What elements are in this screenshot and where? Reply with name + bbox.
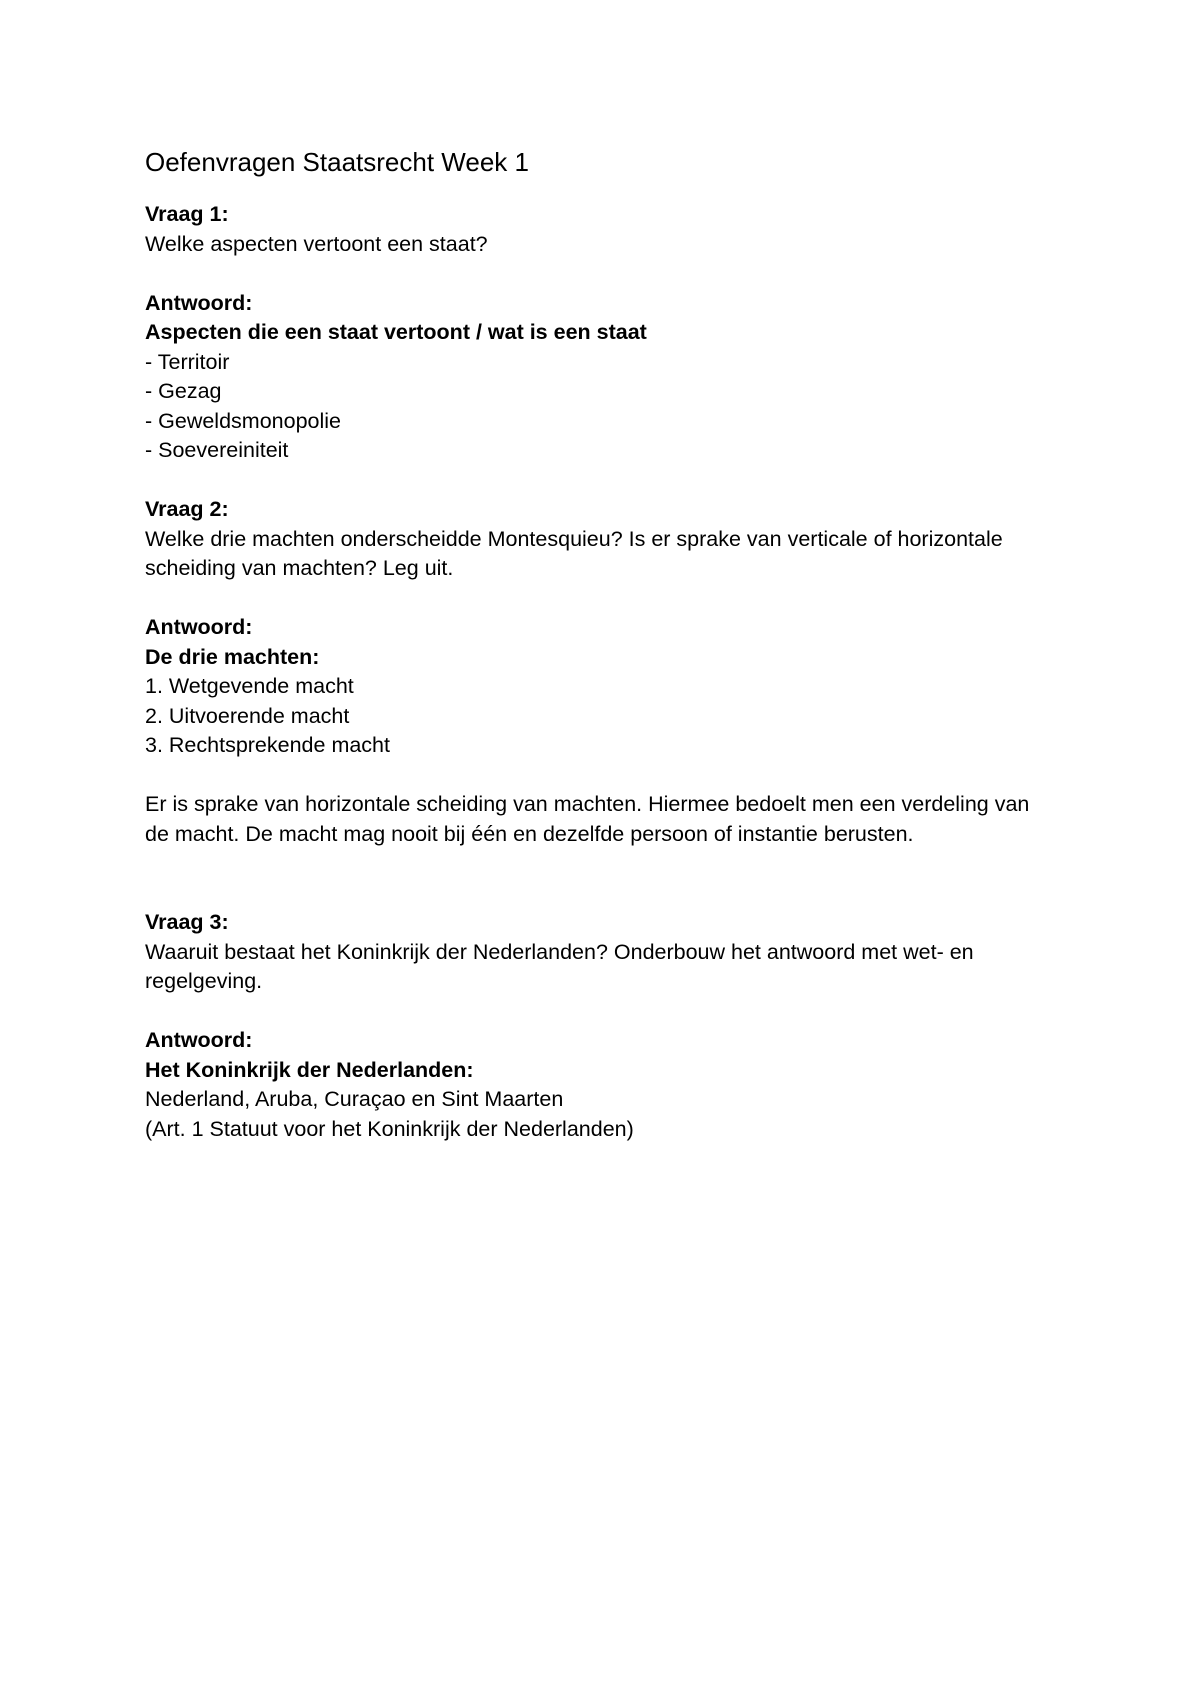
answer-3-line-1: Nederland, Aruba, Curaçao en Sint Maarten — [145, 1087, 564, 1111]
list-item: - Geweldsmonopolie — [145, 408, 341, 433]
list-item: - Gezag — [145, 379, 222, 403]
question-1-section — [145, 200, 1065, 466]
question-3-label: Vraag 3: — [145, 910, 229, 934]
question-2-section — [145, 495, 1065, 849]
list-item: 3. Rechtsprekende macht — [145, 733, 390, 757]
document-title: Oefenvragen Staatsrecht Week 1 — [145, 147, 529, 177]
answer-2-explanation-line-1: Er is sprake van horizontale scheiding van machten. Hiermee bedoelt men een verdeling van — [145, 792, 1030, 816]
answer-3-line-2: (Art. 1 Statuut voor het Koninkrijk der Nederlanden) — [145, 1116, 634, 1141]
answer-2-explanation-line-2: de macht. De macht mag nooit bij één en dezelfde persoon of instantie berusten. — [145, 821, 914, 846]
answer-3-heading: Het Koninkrijk der Nederlanden: — [145, 1057, 474, 1082]
answer-3-label: Antwoord: — [145, 1028, 253, 1052]
question-1-label: Vraag 1: — [145, 202, 229, 226]
question-2-text-line-1: Welke drie machten onderscheidde Montesquieu? Is er sprake van verticale of horizontale — [145, 526, 1003, 551]
question-1-text: Welke aspecten vertoont een staat? — [145, 231, 488, 256]
answer-2-heading: De drie machten: — [145, 644, 320, 669]
answer-1-heading: Aspecten die een staat vertoont / wat is een staat — [145, 320, 647, 344]
question-2-text-line-2: scheiding van machten? Leg uit. — [145, 556, 454, 580]
list-item: - Soevereiniteit — [145, 438, 289, 462]
document-page — [145, 145, 1065, 1144]
list-item: 2. Uitvoerende macht — [145, 703, 350, 728]
question-3-text-line-2: regelgeving. — [145, 969, 263, 993]
answer-1-label: Antwoord: — [145, 290, 253, 315]
question-2-label: Vraag 2: — [145, 497, 229, 521]
question-3-text-line-1: Waaruit bestaat het Koninkrijk der Nederlanden? Onderbouw het antwoord met wet- en — [145, 939, 974, 964]
answer-2-label: Antwoord: — [145, 615, 253, 639]
list-item: 1. Wetgevende macht — [145, 674, 354, 698]
list-item: - Territoir — [145, 349, 230, 374]
question-3-section — [145, 908, 1065, 1144]
